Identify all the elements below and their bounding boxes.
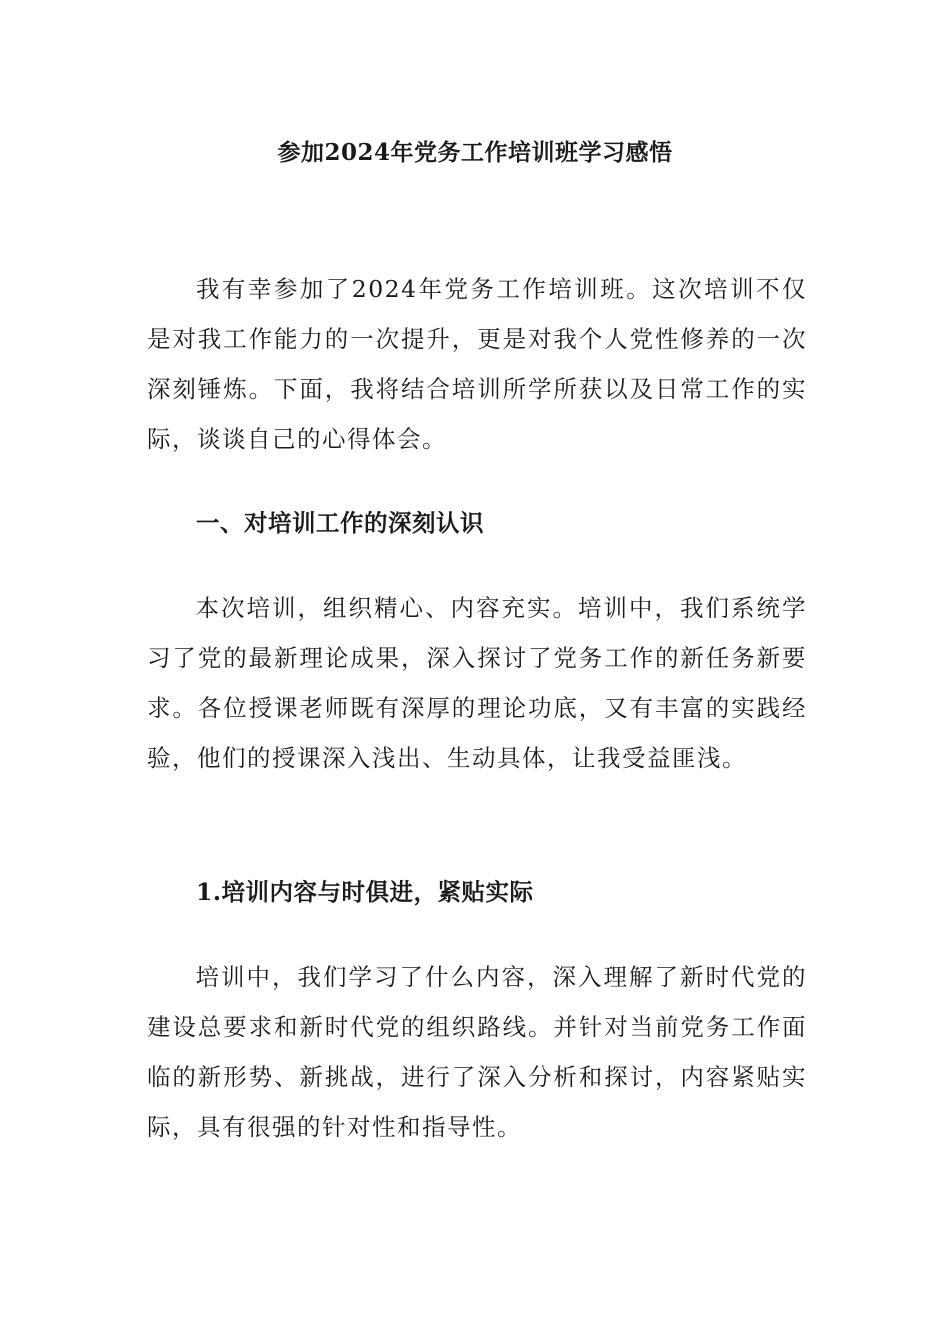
section-1-paragraph-text: 本次培训，组织精心、内容充实。培训中，我们系统学习了党的最新理论成果，深入探讨了党务工作的新任务新要求。各位授课老师既有深厚的理论功底，又有丰富的实践经验，他们的授课深入浅出、生动具体，让我受益匪浅。 — [147, 594, 807, 772]
intro-paragraph-text: 我有幸参加了2024年党务工作培训班。这次培训不仅是对我工作能力的一次提升，更是对我个人党性修养的一次深刻锤炼。下面，我将结合培训所学所获以及日常工作的实际，谈谈自己的心得体会。 — [147, 275, 807, 453]
section-heading-1: 一、对培训工作的深刻认识 — [196, 509, 484, 537]
subsection-heading-1: 1.培训内容与时俱进，紧贴实际 — [196, 878, 534, 906]
subsection-1-paragraph — [147, 952, 807, 1152]
intro-paragraph — [147, 264, 807, 464]
document-title: 参加2024年党务工作培训班学习感悟 — [277, 139, 673, 166]
section-1-paragraph — [147, 583, 807, 783]
subsection-1-paragraph-text: 培训中，我们学习了什么内容，深入理解了新时代党的建设总要求和新时代党的组织路线。并针对当前党务工作面临的新形势、新挑战，进行了深入分析和探讨，内容紧贴实际，具有很强的针对性和指导性。 — [147, 963, 807, 1141]
